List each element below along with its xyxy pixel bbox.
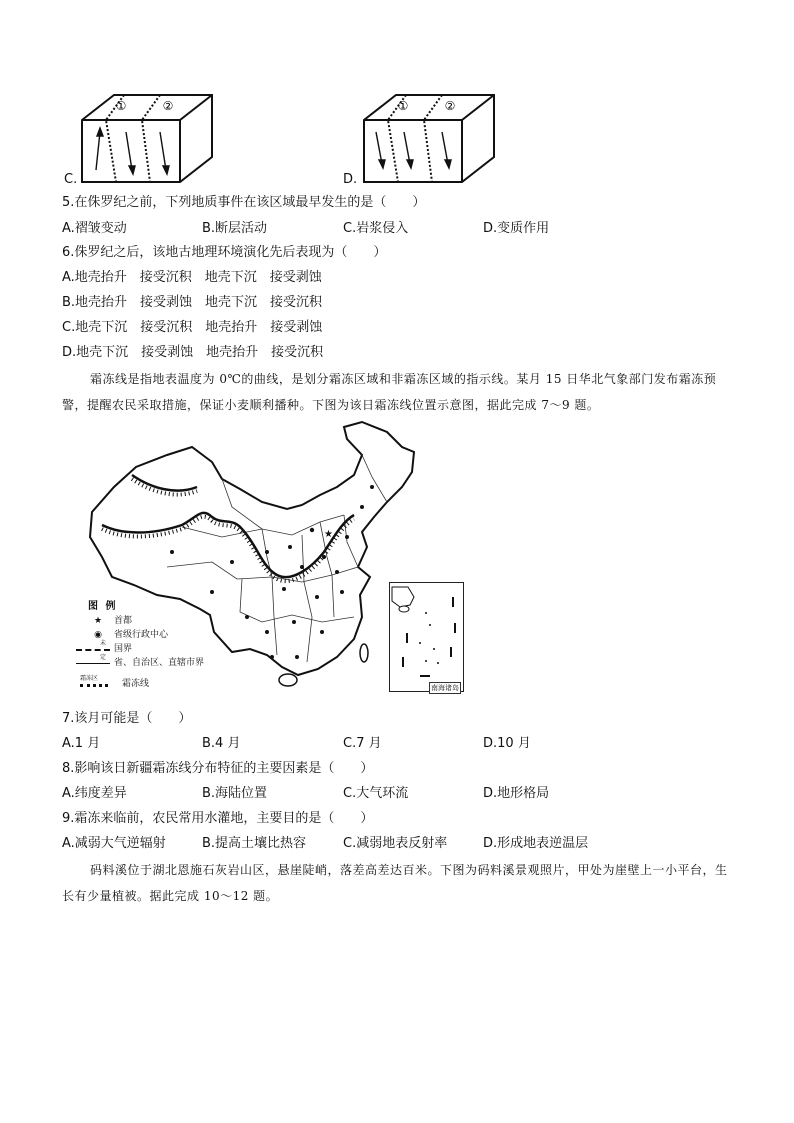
svg-text:②: ② — [444, 99, 456, 113]
legend-border: 国界 — [114, 644, 133, 654]
provincial-center-icon: ◉ — [94, 630, 102, 640]
q9-option-d: D.形成地表逆温层 — [483, 836, 589, 851]
q6-option-d: D.地壳下沉 接受剥蚀 地壳抬升 接受沉积 — [62, 345, 324, 360]
q8-option-b: B.海陆位置 — [202, 786, 268, 801]
legend-frost-tag: 霜冻区 — [80, 675, 99, 682]
q7-option-d: D.10 月 — [483, 736, 531, 751]
q7-option-b: B.4 月 — [202, 736, 241, 751]
q8-stem: 8.影响该日新疆霜冻线分布特征的主要因素是（ ） — [62, 761, 374, 776]
q6-option-b: B.地壳抬升 接受剥蚀 地壳下沉 接受沉积 — [62, 295, 323, 310]
q6-stem: 6.侏罗纪之后，该地古地理环境演化先后表现为（ ） — [62, 245, 387, 260]
legend-provincial: 省级行政中心 — [114, 630, 169, 640]
border-line-icon — [88, 640, 108, 661]
q6-option-c: C.地壳下沉 接受沉积 地壳抬升 接受剥蚀 — [62, 320, 323, 335]
q7-option-c: C.7 月 — [343, 736, 382, 751]
q9-stem: 9.霜冻来临前，农民常用水灌地，主要目的是（ ） — [62, 811, 374, 826]
q7-option-a: A.1 月 — [62, 736, 101, 751]
q9-option-a: A.减弱大气逆辐射 — [62, 836, 166, 851]
q5-option-c: C.岩浆侵入 — [343, 221, 409, 236]
passage-maliaoxi: 码料溪位于湖北恩施石灰岩山区，悬崖陡峭，落差高差达百米。下图为码料溪景观照片，甲处为崖壁上一小平台，生长有少量植被。据此完成 10～12 题。 — [62, 863, 728, 903]
q5-option-d: D.变质作用 — [483, 221, 550, 236]
capital-star-icon: ★ — [93, 616, 103, 626]
q6-option-a: A.地壳抬升 接受沉积 地壳下沉 接受剥蚀 — [62, 270, 322, 285]
legend-border-tag: 未定 — [99, 640, 106, 661]
svg-text:★: ★ — [324, 529, 333, 540]
q5-option-b: B.断层活动 — [202, 221, 268, 236]
block-diagram-c — [78, 92, 218, 187]
inset-label: 南海诸岛 — [431, 684, 459, 692]
passage-frost-line: 霜冻线是指地表温度为 0℃的曲线，是划分霜冻区域和非霜冻区域的指示线。某月 15 日华北气象部门发布霜冻预警，提醒农民采取措施，保证小麦顺利播种。下图为该日霜冻线位置示意图，据此完成 7～9 题。 — [62, 372, 717, 412]
legend-frost: 霜冻线 — [122, 679, 150, 689]
option-d-label: D. — [343, 172, 358, 187]
q8-option-d: D.地形格局 — [483, 786, 550, 801]
q7-stem: 7.该月可能是（ ） — [62, 711, 192, 726]
mark-1: ① — [115, 99, 127, 113]
legend-title: 图 例 — [88, 601, 118, 612]
q5-stem: 5.在侏罗纪之前，下列地质事件在该区域最早发生的是（ ） — [62, 195, 426, 210]
frost-line-icon — [80, 674, 116, 694]
map-legend — [80, 600, 205, 694]
q9-option-c: C.减弱地表反射率 — [343, 836, 448, 851]
mark-2: ② — [162, 99, 174, 113]
block-diagram-d — [360, 92, 500, 187]
legend-capital: 首都 — [114, 616, 133, 626]
south-china-sea-inset — [389, 582, 464, 692]
option-c-label: C. — [64, 172, 78, 187]
legend-province: 省、自治区、直辖市界 — [114, 658, 205, 668]
q8-option-a: A.纬度差异 — [62, 786, 127, 801]
q8-option-c: C.大气环流 — [343, 786, 409, 801]
svg-text:①: ① — [397, 99, 409, 113]
province-line-icon — [88, 656, 108, 670]
q5-option-a: A.褶皱变动 — [62, 221, 127, 236]
q9-option-b: B.提高土壤比热容 — [202, 836, 307, 851]
